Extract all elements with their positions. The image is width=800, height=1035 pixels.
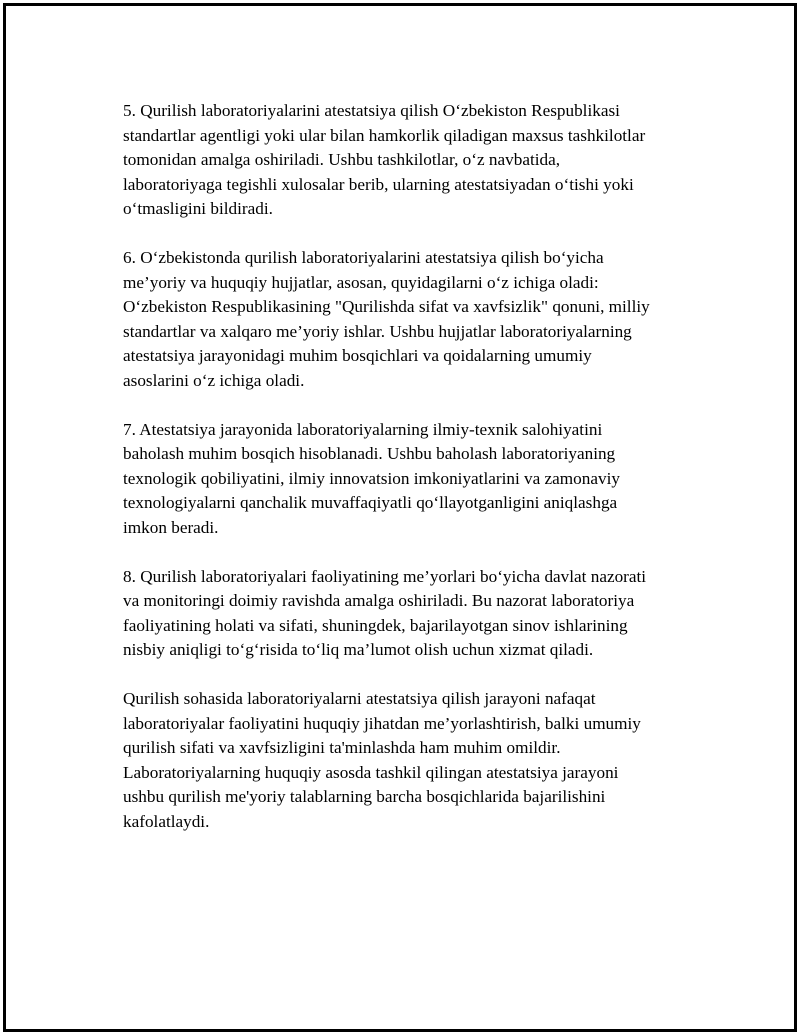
paragraph-8: 8. Qurilish laboratoriyalari faoliyatining me’yorlari bo‘yicha davlat nazorati va monitoringi doimiy ravishda amalga oshiriladi. Bu nazorat laboratoriya faoliyatining holati va sifati, shuningdek, bajarilayotgan sinov ishlarining nisbiy aniqligi to‘g‘risida to‘liq ma’lumot olish uchun xizmat qiladi.	[123, 566, 647, 659]
document-body	[123, 99, 698, 859]
paragraph-7: 7. Atestatsiya jarayonida laboratoriyalarning ilmiy-texnik salohiyatini baholash muhim bosqich hisoblanadi. Ushbu baholash laboratoriyaning texnologik qobiliyatini, ilmiy innovatsion imkoniyatlarini va zamonaviy texnologiyalarni qanchalik muvaffaqiyatli qo‘llayotganligini aniqlashga imkon beradi.	[123, 419, 620, 537]
page-frame	[3, 3, 797, 1032]
paragraph-6: 6. O‘zbekistonda qurilish laboratoriyalarini atestatsiya qilish bo‘yicha me’yoriy va huquqiy hujjatlar, asosan, quyidagilarni o‘z ichiga oladi: O‘zbekiston Respublikasining "Qurilishda sifat va xavfsizlik" qonuni, milliy standartlar va xalqaro me’yoriy ishlar. Ushbu hujjatlar laboratoriyalarning atestatsiya jarayonidagi muhim bosqichlari va qoidalarning umumiy asoslarini o‘z ichiga oladi.	[123, 248, 650, 390]
paragraph-5: 5. Qurilish laboratoriyalarini atestatsiya qilish O‘zbekiston Respublikasi standartlar agentligi yoki ular bilan hamkorlik qiladigan maxsus tashkilotlar tomonidan amalga oshiriladi. Ushbu tashkilotlar, o‘z navbatida, laboratoriyaga tegishli xulosalar berib, ularning atestatsiyadan o‘tishi yoki o‘tmasligini bildiradi.	[123, 101, 646, 218]
paragraph-conclusion: Qurilish sohasida laboratoriyalarni atestatsiya qilish jarayoni nafaqat laboratoriyalar faoliyatini huquqiy jihatdan me’yorlashtirish, balki umumiy qurilish sifati va xavfsizligini ta'minlashda ham muhim omildir. Laboratoriyalarning huquqiy asosda tashkil qilingan atestatsiya jarayoni ushbu qurilish me'yoriy talablarning barcha bosqichlarida bajarilishini kafolatlaydi.	[123, 689, 641, 831]
